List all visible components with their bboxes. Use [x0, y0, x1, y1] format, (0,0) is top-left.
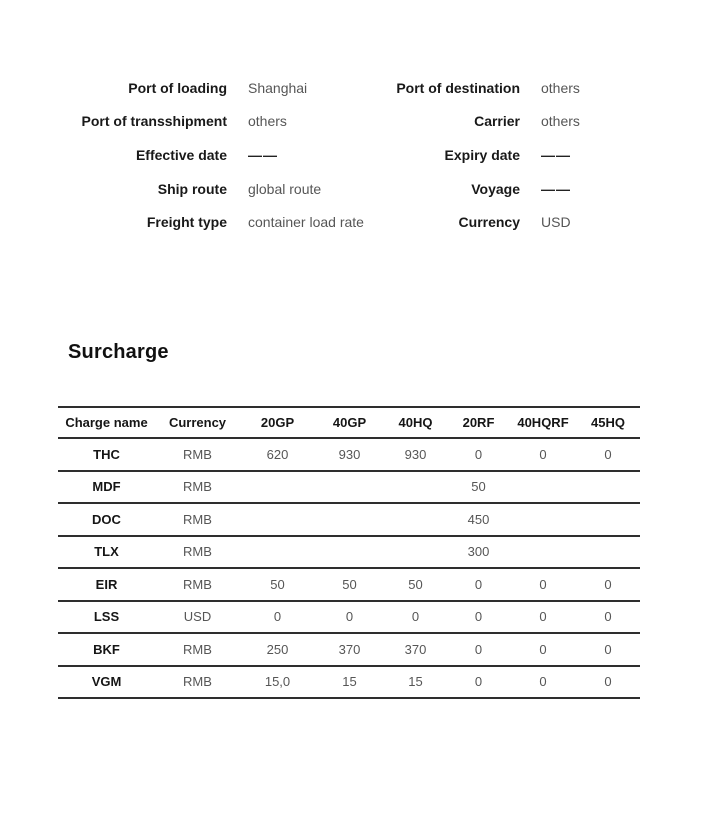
detail-row	[0, 138, 702, 172]
charge-name-cell: THC	[58, 438, 155, 471]
rate-cell: 0	[576, 633, 640, 666]
header-45hq: 45HQ	[576, 407, 640, 438]
rate-cell	[576, 503, 640, 536]
rate-cell	[384, 471, 447, 504]
rate-cell: 620	[240, 438, 315, 471]
table-row-eir	[58, 568, 640, 601]
port-of-destination-label: Port of destination	[396, 79, 520, 96]
shipment-details-section	[0, 71, 702, 239]
rate-cell: 930	[384, 438, 447, 471]
currency-cell: RMB	[155, 536, 240, 569]
detail-row	[0, 172, 702, 206]
rate-cell: 0	[384, 601, 447, 634]
freight-type-label: Freight type	[146, 214, 227, 231]
rate-cell: 0	[576, 666, 640, 699]
header-20gp: 20GP	[240, 407, 315, 438]
rate-cell	[315, 471, 384, 504]
detail-row	[0, 105, 702, 139]
rate-cell: 0	[447, 633, 510, 666]
rate-cell	[510, 536, 576, 569]
port-of-loading-value: Shanghai	[248, 79, 308, 96]
charge-name-cell: DOC	[58, 503, 155, 536]
rate-cell: 15	[315, 666, 384, 699]
charge-name-cell: VGM	[58, 666, 155, 699]
ship-route-label: Ship route	[157, 180, 227, 197]
rate-cell	[576, 536, 640, 569]
detail-row	[0, 205, 702, 239]
carrier-value: others	[541, 113, 580, 130]
header-40gp: 40GP	[315, 407, 384, 438]
currency-cell: RMB	[155, 633, 240, 666]
rate-cell: 50	[447, 471, 510, 504]
currency-cell: RMB	[155, 503, 240, 536]
rate-cell: 0	[315, 601, 384, 634]
rate-cell: 0	[510, 438, 576, 471]
rate-cell: 50	[315, 568, 384, 601]
charge-name-cell: MDF	[58, 471, 155, 504]
currency-cell: RMB	[155, 666, 240, 699]
surcharge-table	[58, 406, 640, 699]
header-40hq: 40HQ	[384, 407, 447, 438]
rate-cell: 300	[447, 536, 510, 569]
rate-cell: 0	[510, 601, 576, 634]
charge-name-cell: BKF	[58, 633, 155, 666]
rate-cell: 50	[384, 568, 447, 601]
header-currency: Currency	[155, 407, 240, 438]
port-of-destination-value: others	[541, 79, 580, 96]
rate-cell: 0	[447, 568, 510, 601]
rate-cell	[510, 503, 576, 536]
expiry-date-label: Expiry date	[444, 146, 520, 163]
rate-cell: 50	[240, 568, 315, 601]
effective-date-value: ——	[248, 146, 278, 163]
rate-cell: 15,0	[240, 666, 315, 699]
table-row-thc	[58, 438, 640, 471]
rate-cell: 0	[240, 601, 315, 634]
header-20rf: 20RF	[447, 407, 510, 438]
rate-cell: 0	[576, 438, 640, 471]
currency-cell: USD	[155, 601, 240, 634]
rate-cell: 450	[447, 503, 510, 536]
currency-label: Currency	[458, 214, 520, 231]
rate-cell	[315, 536, 384, 569]
rate-cell	[240, 536, 315, 569]
charge-name-cell: TLX	[58, 536, 155, 569]
currency-cell: RMB	[155, 438, 240, 471]
table-row-bkf	[58, 633, 640, 666]
carrier-label: Carrier	[474, 113, 520, 130]
rate-cell: 0	[447, 666, 510, 699]
voyage-value: ——	[541, 180, 571, 197]
rate-cell: 370	[315, 633, 384, 666]
table-row-tlx	[58, 536, 640, 569]
table-row-mdf	[58, 471, 640, 504]
rate-cell: 0	[510, 633, 576, 666]
table-header-row	[58, 407, 640, 438]
rate-cell	[315, 503, 384, 536]
expiry-date-value: ——	[541, 146, 571, 163]
port-of-loading-label: Port of loading	[128, 79, 227, 96]
freight-type-value: container load rate	[248, 214, 364, 231]
rate-cell: 15	[384, 666, 447, 699]
rate-cell	[384, 536, 447, 569]
rate-cell: 250	[240, 633, 315, 666]
detail-row	[0, 71, 702, 105]
port-of-transshipment-value: others	[248, 113, 287, 130]
voyage-label: Voyage	[471, 180, 520, 197]
table-row-vgm	[58, 666, 640, 699]
effective-date-label: Effective date	[135, 146, 227, 163]
rate-cell: 0	[510, 666, 576, 699]
currency-cell: RMB	[155, 471, 240, 504]
rate-cell: 0	[510, 568, 576, 601]
table-row-lss	[58, 601, 640, 634]
surcharge-section-title: Surcharge	[68, 341, 169, 363]
rate-cell: 0	[447, 601, 510, 634]
rate-cell	[384, 503, 447, 536]
rate-cell: 930	[315, 438, 384, 471]
header-charge-name: Charge name	[58, 407, 155, 438]
rate-cell: 0	[576, 568, 640, 601]
rate-cell	[576, 471, 640, 504]
rate-cell	[240, 471, 315, 504]
charge-name-cell: EIR	[58, 568, 155, 601]
rate-cell: 0	[576, 601, 640, 634]
currency-cell: RMB	[155, 568, 240, 601]
rate-cell	[510, 471, 576, 504]
ship-route-value: global route	[248, 180, 322, 197]
rate-cell: 370	[384, 633, 447, 666]
header-40hqrf: 40HQRF	[510, 407, 576, 438]
port-of-transshipment-label: Port of transshipment	[81, 113, 227, 130]
table-row-doc	[58, 503, 640, 536]
charge-name-cell: LSS	[58, 601, 155, 634]
rate-cell	[240, 503, 315, 536]
currency-value: USD	[541, 214, 571, 231]
rate-cell: 0	[447, 438, 510, 471]
